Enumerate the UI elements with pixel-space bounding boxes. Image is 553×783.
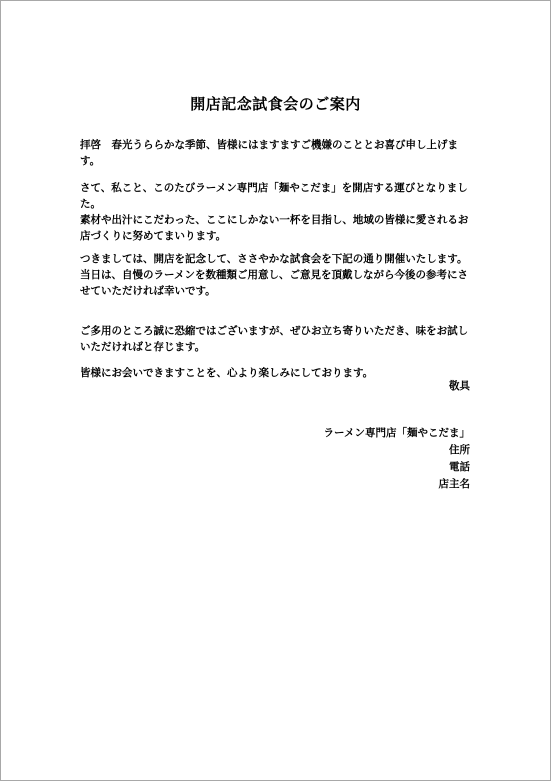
greeting-paragraph: [80, 137, 476, 169]
document-title: 開店記念試食会のご案内: [190, 95, 361, 113]
sender-shop: ラーメン専門店「麺やこだま」: [323, 427, 470, 439]
closing-word: 敬具: [449, 380, 470, 392]
paragraph-opening: さて、私こと、このたびラーメン専門店「麺やこだま」を開店する運びとなりました。: [80, 182, 468, 210]
sender-owner-label: 店主名: [438, 478, 470, 490]
paragraph-request: ご多用のところ誠に恐縮ではございますが、ぜひお立ち寄りいただき、味をお試しいただければと存じます。: [80, 325, 469, 353]
event-block: [80, 251, 476, 299]
closing-paragraph-block: [80, 365, 476, 381]
paragraph-greeting: 拝啓 春光うららかな季節、皆様にはますますご機嫌のこととお喜び申し上げます。: [80, 139, 458, 167]
paragraph-commitment: 素材や出汁にこだわった、ここにしかない一杯を目指し、地域の皆様に愛されるお店づくりに努めてまいります。: [80, 214, 469, 242]
paragraph-details: 当日は、自慢のラーメンを数種類ご用意し、ご意見を頂戴しながら今後の参考にさせていただければ幸いです。: [80, 269, 468, 297]
sender-address-label: 住所: [449, 444, 470, 456]
paragraph-event: つきましては、開店を記念して、ささやかな試食会を下記の通り開催いたします。: [80, 253, 468, 265]
sender-phone-label: 電話: [449, 461, 470, 473]
paragraph-closing: 皆様にお会いできますことを、心より楽しみにしております。: [80, 367, 374, 379]
request-block: [80, 323, 476, 355]
announcement-block: [80, 180, 476, 244]
